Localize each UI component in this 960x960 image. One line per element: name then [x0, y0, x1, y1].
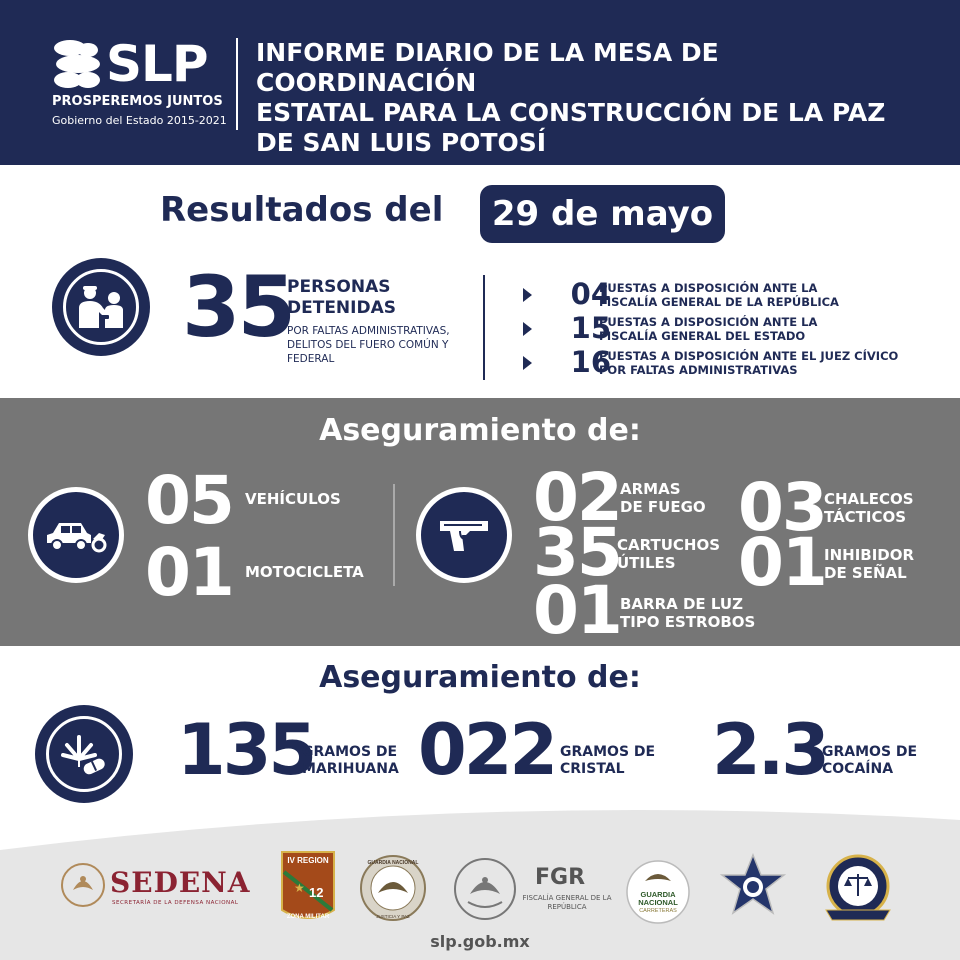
cartridges-label [617, 536, 720, 572]
slp-logo[interactable] [48, 35, 227, 136]
vehicle-circle [28, 487, 124, 583]
marijuana-label [302, 744, 399, 778]
fgr-logo-text: FGR [535, 865, 586, 890]
label-line: ÚTILES [617, 554, 676, 572]
label-line: DE FUEGO [620, 498, 706, 516]
puesta-number: 16 [570, 345, 611, 379]
label-line: CARTUCHOS [617, 536, 721, 554]
logo-slogan: PROSPEREMOS JUNTOS [52, 94, 223, 109]
label-line: GRAMOS DE [560, 744, 656, 760]
pistol-icon [436, 515, 492, 555]
carreteras-line1: GUARDIA [640, 890, 676, 899]
region-bottom-text: ZONA MILITAR [286, 914, 330, 920]
header-divider [236, 38, 238, 130]
label-line: GRAMOS DE [302, 744, 398, 760]
cartridges-count: 35 [533, 514, 621, 591]
guardia-carreteras-logo-icon [625, 859, 691, 925]
results-heading: Resultados del [160, 190, 444, 230]
puesta-line: PUESTAS A DISPOSICIÓN ANTE EL JUEZ CÍVICO [599, 349, 899, 363]
puesta-line: PUESTAS A DISPOSICIÓN ANTE LA [599, 315, 818, 329]
inhibitor-count: 01 [738, 524, 826, 601]
website-link[interactable]: slp.gob.mx [430, 932, 530, 951]
sedena-logo-text: SEDENA [110, 866, 251, 899]
label-line: CHALECOS [824, 490, 914, 508]
weapon-circle [416, 487, 512, 583]
weapons-label [620, 480, 706, 516]
arrow-right-icon [523, 322, 532, 336]
puesta-number: 15 [570, 311, 611, 345]
fiscalia-estado-seal-icon [818, 852, 898, 926]
puesta-row [523, 313, 943, 345]
detained-count: 35 [182, 258, 293, 356]
guardia-motto-text: JUSTICIA Y PAZ [376, 914, 410, 919]
vehicles-count: 05 [145, 462, 233, 539]
puesta-label [599, 281, 919, 309]
cocaine-amount: 2.3 [712, 709, 828, 791]
motorcycle-label: MOTOCICLETA [245, 563, 364, 581]
arrow-right-icon [523, 288, 532, 302]
guardia-ring-text: GUARDIA NACIONAL [367, 860, 419, 866]
puesta-row [523, 279, 943, 311]
lightbar-label [620, 595, 755, 631]
region-number: 12 [309, 885, 324, 900]
seizures-divider [393, 484, 395, 586]
carreteras-line2: NACIONAL [638, 898, 678, 907]
label-line: COCAÍNA [822, 761, 894, 777]
puesta-number: 04 [570, 277, 611, 311]
date-badge: 29 de mayo [480, 185, 725, 243]
detainee-icon [52, 258, 150, 356]
marijuana-amount: 135 [177, 709, 315, 791]
region-top-text: IV REGION [287, 856, 329, 865]
puesta-line: POR FALTAS ADMINISTRATIVAS [599, 363, 798, 377]
vehicles-label: VEHÍCULOS [245, 490, 341, 508]
vests-label [824, 490, 914, 526]
fgr-subtitle: FISCALÍA GENERAL DE LA REPÚBLICA [522, 894, 612, 911]
inhibitor-label [824, 546, 914, 582]
carreteras-line3: CARRETERAS [639, 908, 677, 914]
title-line: DE SAN LUIS POTOSÍ [256, 128, 547, 157]
pebbles-icon [52, 38, 104, 90]
weapons-count: 02 [533, 459, 621, 536]
guardia-nacional-seal-icon [358, 853, 428, 923]
label-line: TÁCTICOS [824, 508, 907, 526]
detained-subtitle: POR FALTAS ADMINISTRATIVAS, DELITOS DEL FUERO COMÚN Y FEDERAL [287, 325, 450, 365]
logo-government: Gobierno del Estado 2015-2021 [52, 114, 227, 127]
puesta-label [599, 349, 919, 377]
puesta-label [599, 315, 919, 343]
logo-wordmark: SLP [106, 35, 208, 93]
label-line: ARMAS [620, 480, 681, 498]
officer-arrest-icon [75, 284, 127, 330]
crystal-amount: 022 [418, 709, 556, 791]
cannabis-pills-icon [59, 729, 109, 779]
title-line: INFORME DIARIO DE LA MESA DE COORDINACIÓN [256, 38, 719, 97]
label-line: MARIHUANA [302, 761, 399, 777]
label-line: GRAMOS DE [822, 744, 918, 760]
label-line: CRISTAL [560, 761, 625, 777]
police-star-badge-icon [718, 853, 788, 925]
puesta-line: PUESTAS A DISPOSICIÓN ANTE LA [599, 281, 818, 295]
puesta-line: FISCALÍA GENERAL DEL ESTADO [599, 329, 806, 343]
page-title [256, 38, 936, 158]
mexico-national-seal-icon [452, 856, 518, 922]
lightbar-count: 01 [533, 572, 621, 649]
title-line: ESTATAL PARA LA CONSTRUCCIÓN DE LA PAZ [256, 98, 886, 127]
label-line: BARRA DE LUZ [620, 595, 743, 613]
label-line: INHIBIDOR [824, 546, 915, 564]
cocaine-label [822, 744, 917, 778]
vests-count: 03 [738, 469, 826, 546]
car-motorcycle-icon [43, 513, 109, 557]
label-line: DE SEÑAL [824, 564, 907, 582]
drugs-heading: Aseguramiento de: [319, 660, 641, 695]
motorcycle-count: 01 [145, 534, 233, 611]
zona-militar-shield-icon [280, 850, 336, 926]
results-divider [483, 275, 485, 380]
drugs-circle [35, 705, 133, 803]
sedena-subtitle: SECRETARÍA DE LA DEFENSA NACIONAL [112, 900, 239, 906]
arrow-right-icon [523, 356, 532, 370]
seizures-heading: Aseguramiento de: [319, 413, 641, 448]
mexico-eagle-seal-icon [60, 862, 106, 908]
header-banner [0, 0, 960, 165]
detained-title: PERSONAS DETENIDAS [287, 277, 396, 318]
label-line: TIPO ESTROBOS [620, 613, 756, 631]
puesta-row [523, 347, 943, 379]
star-icon: ★ [294, 881, 305, 895]
puesta-line: FISCALÍA GENERAL DE LA REPÚBLICA [599, 295, 839, 309]
crystal-label [560, 744, 655, 778]
